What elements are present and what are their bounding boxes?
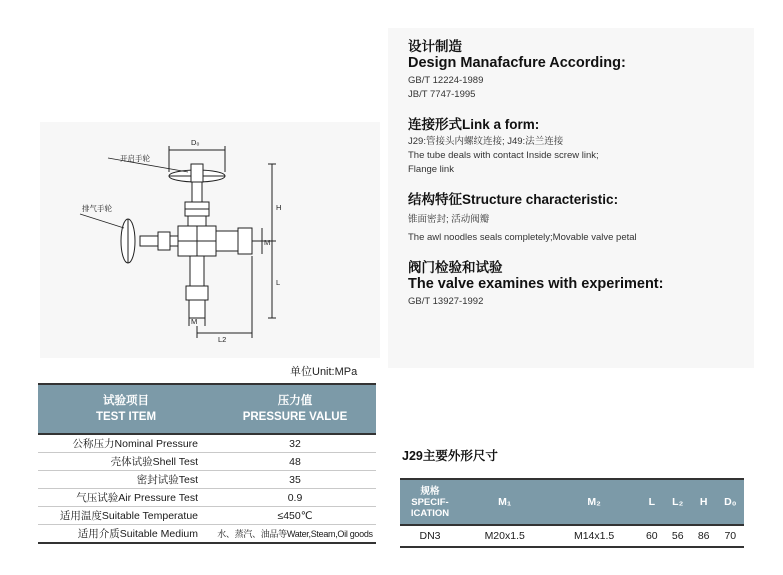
table-row <box>38 525 376 544</box>
dim-d0: D₀ <box>191 138 200 147</box>
structure-line: The awl noodles seals completely;Movable valve petal <box>408 232 637 243</box>
dim-l: L <box>276 278 281 287</box>
valve-technical-drawing <box>40 128 380 356</box>
header-spec-en-2: ICATION <box>410 507 450 519</box>
header-m2: M₂ <box>549 479 638 525</box>
header-pressure-value-en: PRESSURE VALUE <box>242 411 348 423</box>
design-title-cn: 设计制造 <box>408 39 462 54</box>
header-l: L <box>639 479 665 525</box>
header-h: H <box>691 479 717 525</box>
row-value: 0.9 <box>214 489 376 507</box>
inspection-line: GB/T 13927-1992 <box>408 296 484 307</box>
cell-d0: 70 <box>717 525 744 547</box>
specification-text <box>408 38 768 321</box>
design-title-en: Design Manafacfure According: <box>408 55 626 71</box>
bottom-stem <box>190 256 204 286</box>
dim-m-bottom: M <box>191 317 198 326</box>
row-value: ≤450℃ <box>214 507 376 525</box>
cell-spec: DN3 <box>400 525 460 547</box>
top-stem <box>192 182 202 202</box>
header-spec-cn: 规格 <box>420 485 440 497</box>
connection-title: 连接形式Link a form: <box>408 117 540 132</box>
vent-nut <box>158 232 170 250</box>
row-item: 气压试验Air Pressure Test <box>38 489 214 507</box>
structure-line: 锥面密封; 活动阀瓣 <box>408 214 490 225</box>
top-handwheel-hub <box>191 164 203 182</box>
row-value: 32 <box>214 434 376 453</box>
design-line: JB/T 7747-1995 <box>408 89 476 100</box>
bottom-nut <box>186 286 208 300</box>
row-value: 水、蒸汽、油品等Water,Steam,Oil goods <box>214 525 376 544</box>
table-row <box>38 434 376 453</box>
header-spec-en-1: SPECIF- <box>411 496 449 508</box>
cell-l: 60 <box>639 525 665 547</box>
label-opening-handwheel: 开启手轮 <box>120 154 150 163</box>
header-test-item <box>38 384 214 434</box>
row-value: 48 <box>214 453 376 471</box>
label-vent-handwheel: 排气手轮 <box>82 204 112 213</box>
row-item: 适用介质Suitable Medium <box>38 525 214 544</box>
section-inspection <box>408 259 768 309</box>
top-bonnet <box>188 216 206 226</box>
inspection-title-en: The valve examines with experiment: <box>408 276 664 292</box>
table-row <box>38 489 376 507</box>
row-item: 适用温度Suitable Temperatue <box>38 507 214 525</box>
section-design <box>408 38 768 102</box>
unit-label: 单位Unit:MPa <box>290 366 358 378</box>
j29-dimension-title: J29主要外形尺寸 <box>402 449 498 463</box>
connection-line: The tube deals with contact Inside screw link; <box>408 150 599 161</box>
dim-h: H <box>276 203 282 212</box>
cell-l2: 56 <box>665 525 691 547</box>
section-structure <box>408 191 768 245</box>
connection-line: Flange link <box>408 164 454 175</box>
right-port <box>216 231 238 251</box>
header-specification <box>400 479 460 525</box>
table-row <box>38 507 376 525</box>
cell-h: 86 <box>691 525 717 547</box>
dim-l2: L2 <box>218 335 227 344</box>
row-item: 壳体试验Shell Test <box>38 453 214 471</box>
row-value: 35 <box>214 471 376 489</box>
row-item: 密封试验Test <box>38 471 214 489</box>
row-item: 公称压力Nominal Pressure <box>38 434 214 453</box>
dim-m: M <box>264 238 271 247</box>
table-row <box>38 453 376 471</box>
valve-drawing-svg <box>40 128 380 356</box>
header-test-item-cn: 试验项目 <box>103 395 149 407</box>
header-d0: D₀ <box>717 479 744 525</box>
header-l2: L₂ <box>665 479 691 525</box>
header-m1: M₁ <box>460 479 549 525</box>
section-connection <box>408 116 768 177</box>
header-pressure-value <box>214 384 376 434</box>
j29-dimension-table <box>400 478 744 548</box>
pressure-test-table <box>38 383 376 544</box>
cell-m1: M20x1.5 <box>460 525 549 547</box>
design-line: GB/T 12224-1989 <box>408 75 484 86</box>
header-test-item-en: TEST ITEM <box>95 411 157 423</box>
right-nut <box>238 228 252 254</box>
connection-line: J29:管接头内螺纹连接; J49:法兰连接 <box>408 136 564 147</box>
cell-m2: M14x1.5 <box>549 525 638 547</box>
bottom-port <box>189 300 205 318</box>
structure-title: 结构特征Structure characteristic: <box>408 192 619 207</box>
table-row <box>38 471 376 489</box>
inspection-title-cn: 阀门检验和试验 <box>408 260 503 275</box>
table-row <box>400 525 744 547</box>
header-pressure-value-cn: 压力值 <box>277 395 313 407</box>
